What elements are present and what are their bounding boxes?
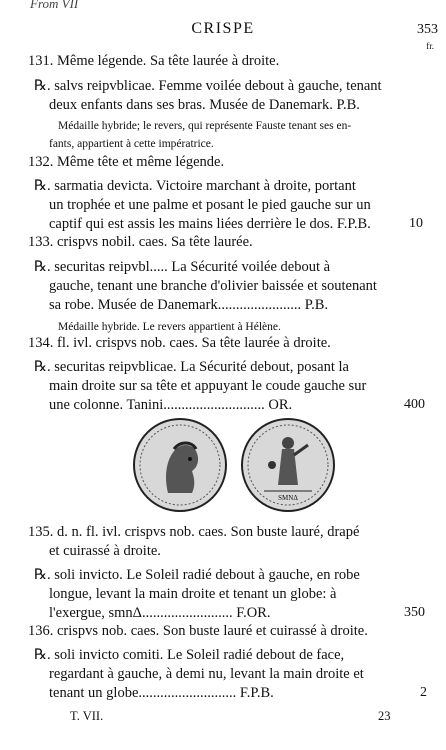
entry-134-value: 400: [404, 397, 425, 412]
entry-136-value: 2: [420, 685, 427, 700]
entry-132-value: 10: [409, 216, 423, 231]
entry-135-reverse-line-2: longue, levant la main droite et tenant un globe: à: [49, 586, 337, 602]
entry-134-reverse-line-3: une colonne. Tanini............................ OR.: [49, 397, 293, 413]
entry-131-reverse-line-2: deux enfants dans ses bras. Musée de Danemark. P.B.: [49, 97, 360, 113]
entry-136-reverse-line-3: tenant un globe........................... F.P.B.: [49, 685, 274, 701]
entry-133-note: Médaille hybride. Le revers appartient à Hélène.: [58, 321, 281, 333]
entry-132-reverse-line-1: ℞. sarmatia devicta. Victoire marchant à droite, portant: [34, 178, 356, 194]
page-number: 353: [417, 22, 438, 37]
entry-134-reverse-line-2: main droite sur sa tête et appuyant le coude gauche sur: [49, 378, 367, 394]
entry-136-reverse-line-1: ℞. soli invicto comiti. Le Soleil radié debout de face,: [34, 647, 345, 663]
entry-135-heading-line-2: et cuirassé à droite.: [49, 543, 161, 559]
entry-133-reverse-line-2: gauche, tenant une branche d'olivier baissée et soutenant: [49, 278, 377, 294]
entry-135-heading-line-1: 135. d. n. fl. ivl. crispvs nob. caes. Son buste lauré, drapé: [28, 524, 360, 540]
entry-136-heading: 136. crispvs nob. caes. Son buste lauré et cuirassé à droite.: [28, 623, 368, 639]
coin-reverse-image: [238, 415, 338, 515]
coin-exergue: SMNΔ: [278, 494, 298, 502]
entry-134-heading: 134. fl. ivl. crispvs nob. caes. Sa tête laurée à droite.: [28, 335, 331, 351]
entry-133-reverse-line-3: sa robe. Musée de Danemark....................... P.B.: [49, 297, 329, 313]
page-sub-mark: fr.: [426, 41, 434, 51]
entry-136-reverse-line-2: regardant à gauche, à demi nu, levant la main droite et: [49, 666, 364, 682]
entry-135-reverse-line-1: ℞. soli invicto. Le Soleil radié debout à gauche, en robe: [34, 567, 360, 583]
footer-volume: T. VII.: [70, 709, 104, 723]
entry-133-heading: 133. crispvs nobil. caes. Sa tête laurée.: [28, 234, 253, 250]
entry-133-reverse-line-1: ℞. securitas reipvbl..... La Sécurité voilée debout à: [34, 259, 331, 275]
entry-134-reverse-line-1: ℞. securitas reipvblicae. La Sécurité debout, posant la: [34, 359, 349, 375]
entry-135-reverse-line-3: l'exergue, smnΔ......................... F.OR.: [49, 605, 271, 621]
entry-131-note-line-1: Médaille hybride; le revers, qui représente Fauste tenant ses en-: [58, 120, 352, 132]
entry-131-note-line-2: fants, appartient à cette impératrice.: [49, 138, 214, 150]
coin-obverse-image: [130, 415, 230, 515]
handwritten-note: From VII: [30, 0, 79, 11]
entry-132-heading: 132. Même tête et même légende.: [28, 154, 225, 170]
page-title: CRISPE: [191, 20, 255, 37]
footer-signature: 23: [378, 709, 391, 723]
entry-131-reverse-line-1: ℞. salvs reipvblicae. Femme voilée debout à gauche, tenant: [34, 78, 382, 94]
entry-132-reverse-line-2: un trophée et une palme et posant le pied gauche sur un: [49, 197, 371, 213]
entry-135-value: 350: [404, 605, 425, 620]
entry-132-reverse-line-3: captif qui est assis les mains liées derrière le dos. F.P.B.: [49, 216, 371, 232]
entry-131-heading: 131. Même légende. Sa tête laurée à droite.: [28, 53, 280, 69]
